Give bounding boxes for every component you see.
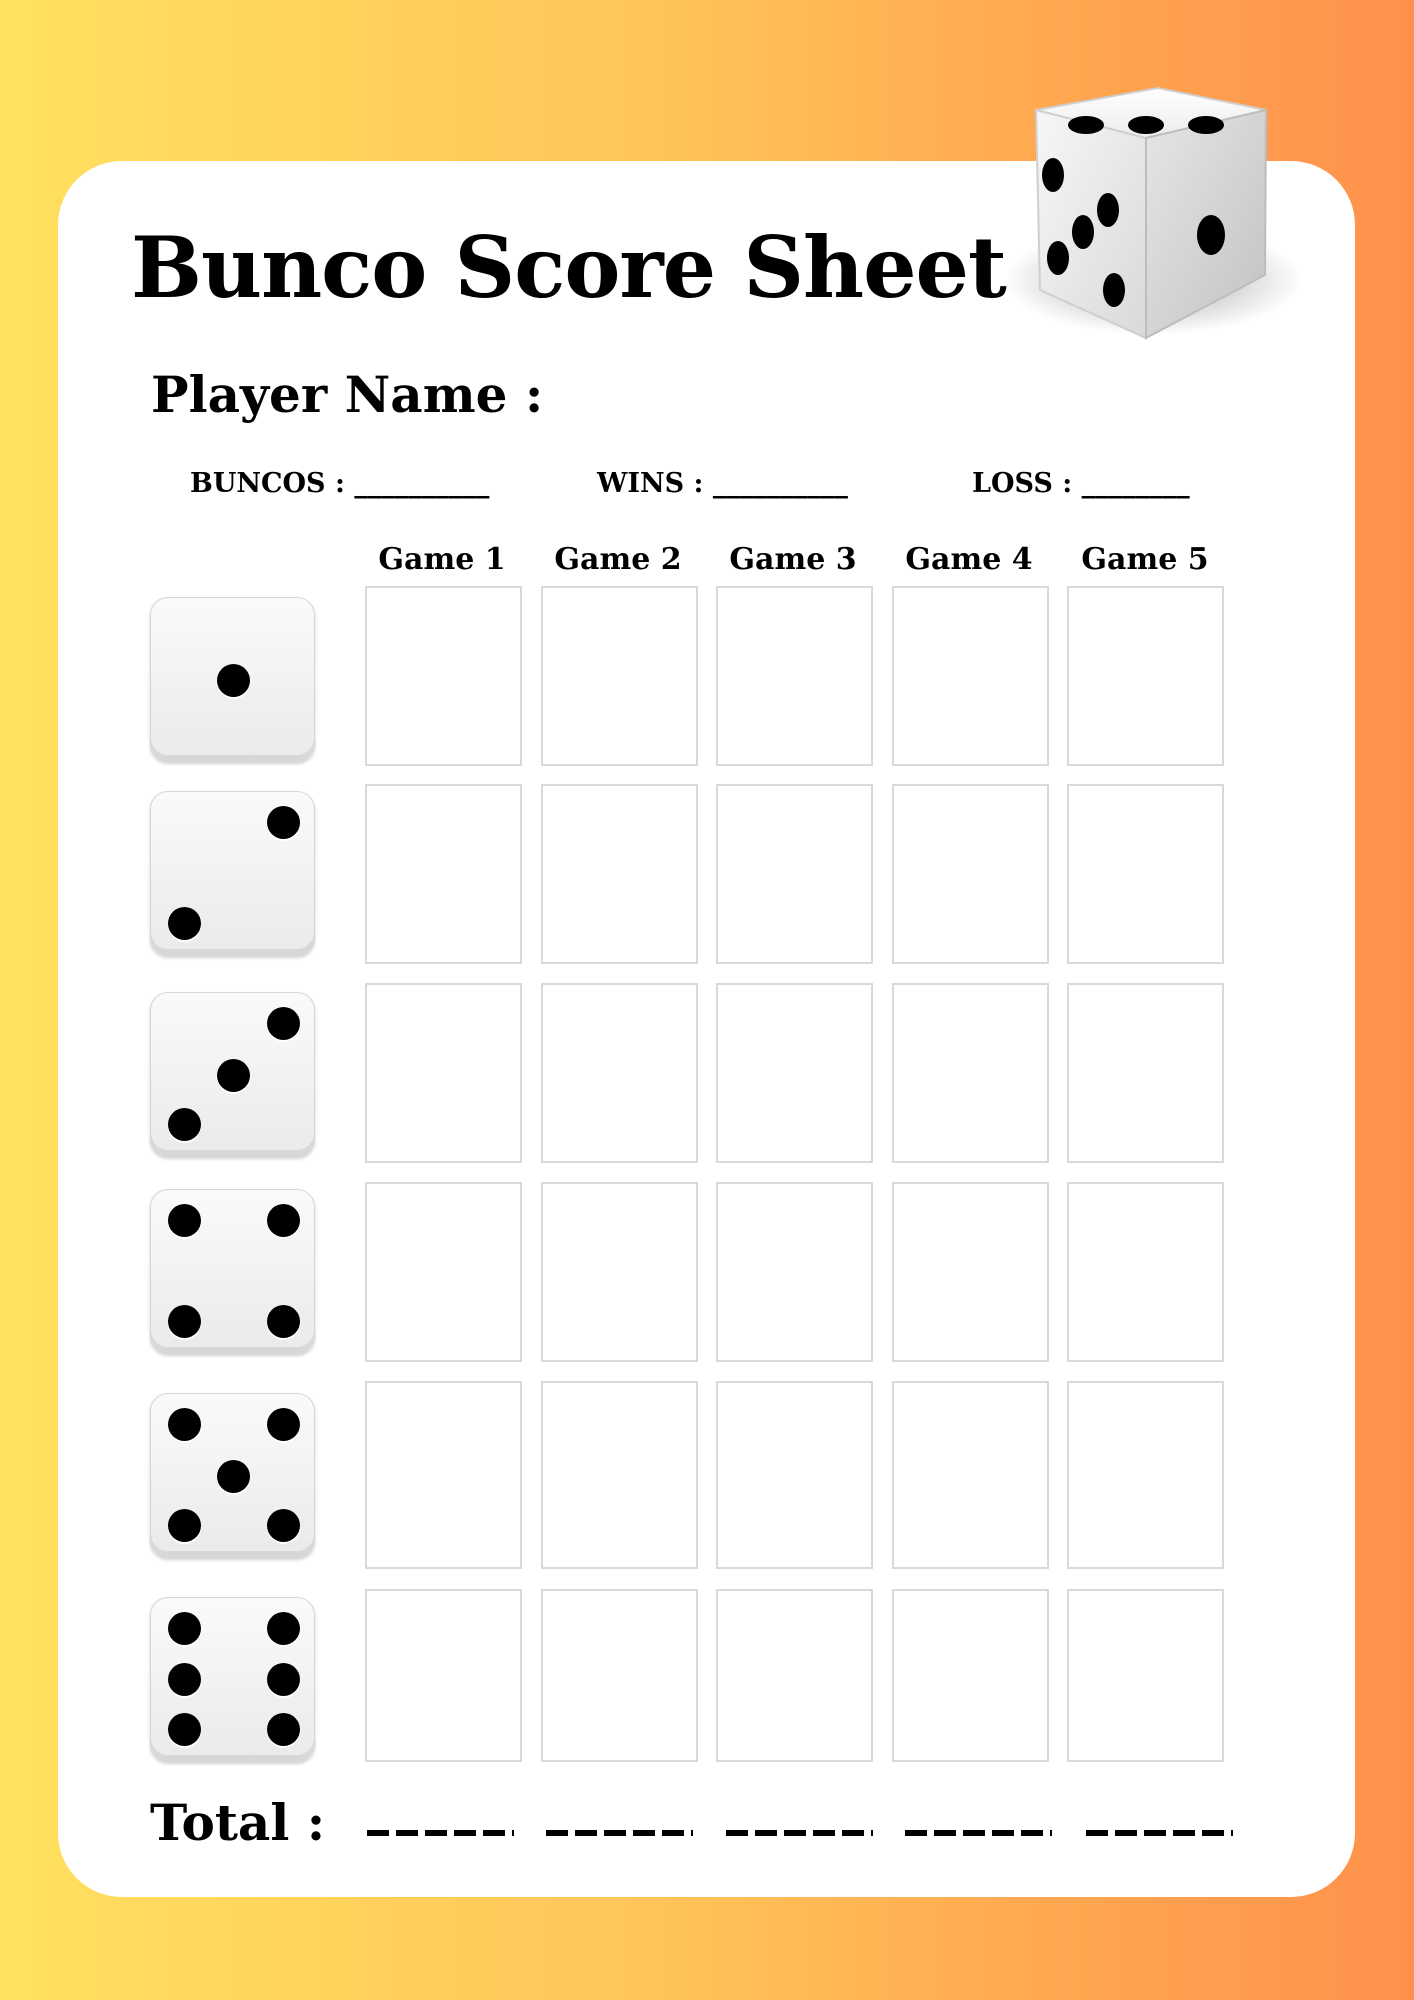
score-cell-r3-g4[interactable] <box>892 983 1049 1163</box>
game-2-header: Game 2 <box>554 542 682 577</box>
score-cell-r1-g4[interactable] <box>892 586 1049 766</box>
score-cell-r5-g4[interactable] <box>892 1381 1049 1569</box>
score-cell-r2-g3[interactable] <box>716 784 873 964</box>
die-face-three-icon <box>150 992 315 1157</box>
game-3-header: Game 3 <box>729 542 857 577</box>
score-cell-r1-g5[interactable] <box>1067 586 1224 766</box>
score-cell-r4-g4[interactable] <box>892 1182 1049 1362</box>
score-cell-r6-g5[interactable] <box>1067 1589 1224 1762</box>
score-cell-r4-g2[interactable] <box>541 1182 698 1362</box>
score-cell-r6-g2[interactable] <box>541 1589 698 1762</box>
score-cell-r2-g2[interactable] <box>541 784 698 964</box>
large-die-icon <box>1008 80 1328 350</box>
game-5-header: Game 5 <box>1081 542 1209 577</box>
score-cell-r3-g5[interactable] <box>1067 983 1224 1163</box>
score-cell-r1-g3[interactable] <box>716 586 873 766</box>
score-cell-r4-g5[interactable] <box>1067 1182 1224 1362</box>
page-title: Bunco Score Sheet <box>131 218 1006 317</box>
score-cell-r4-g1[interactable] <box>365 1182 522 1362</box>
player-name-label: Player Name : <box>151 365 544 424</box>
loss-field[interactable]: LOSS : ________ <box>972 468 1190 499</box>
wins-field[interactable]: WINS : __________ <box>597 468 848 499</box>
die-face-five-icon <box>150 1393 315 1558</box>
score-cell-r5-g2[interactable] <box>541 1381 698 1569</box>
game-4-header: Game 4 <box>905 542 1033 577</box>
total-line-g3[interactable] <box>726 1830 873 1836</box>
score-cell-r3-g1[interactable] <box>365 983 522 1163</box>
score-cell-r5-g1[interactable] <box>365 1381 522 1569</box>
total-label: Total : <box>150 1793 326 1852</box>
score-cell-r5-g3[interactable] <box>716 1381 873 1569</box>
score-cell-r2-g1[interactable] <box>365 784 522 964</box>
score-cell-r6-g3[interactable] <box>716 1589 873 1762</box>
score-cell-r6-g1[interactable] <box>365 1589 522 1762</box>
score-cell-r2-g5[interactable] <box>1067 784 1224 964</box>
score-cell-r6-g4[interactable] <box>892 1589 1049 1762</box>
die-face-four-icon <box>150 1189 315 1354</box>
score-cell-r3-g3[interactable] <box>716 983 873 1163</box>
score-cell-r3-g2[interactable] <box>541 983 698 1163</box>
score-cell-r4-g3[interactable] <box>716 1182 873 1362</box>
score-cell-r2-g4[interactable] <box>892 784 1049 964</box>
die-face-two-icon <box>150 791 315 956</box>
score-cell-r1-g2[interactable] <box>541 586 698 766</box>
total-line-g1[interactable] <box>367 1830 514 1836</box>
total-line-g2[interactable] <box>546 1830 693 1836</box>
total-line-g4[interactable] <box>905 1830 1052 1836</box>
buncos-field[interactable]: BUNCOS : __________ <box>190 468 490 499</box>
game-1-header: Game 1 <box>378 542 506 577</box>
score-cell-r5-g5[interactable] <box>1067 1381 1224 1569</box>
die-face-one-icon <box>150 597 315 762</box>
total-line-g5[interactable] <box>1086 1830 1233 1836</box>
score-cell-r1-g1[interactable] <box>365 586 522 766</box>
die-face-six-icon <box>150 1597 315 1762</box>
